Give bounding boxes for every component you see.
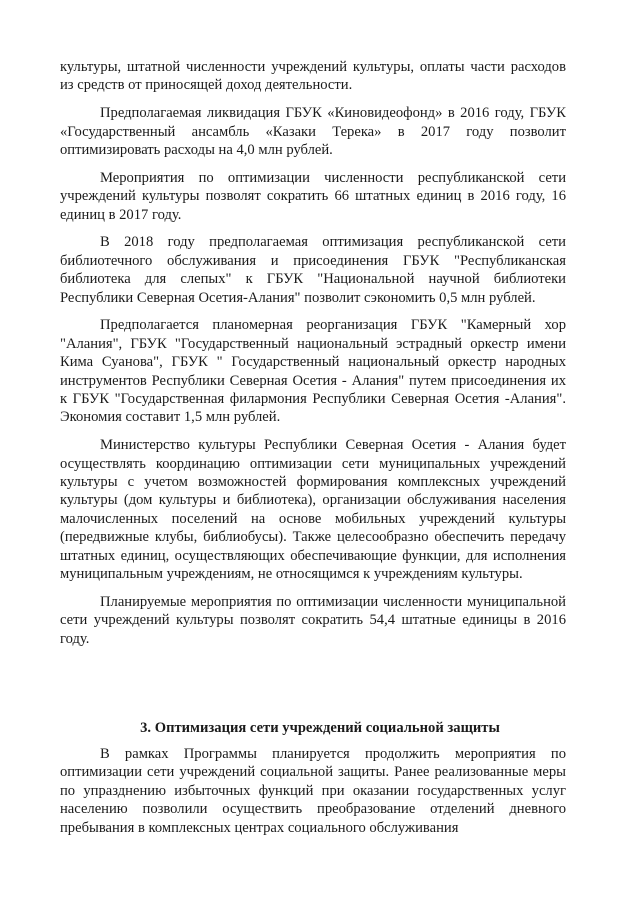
section-body: [60, 745, 566, 837]
paragraph-2: Предполагаемая ликвидация ГБУК «Киновидеофонд» в 2016 году, ГБУК «Государственный ансамбль «Казаки Терека» в 2017 году позволит оптимизировать расходы на 4,0 млн рублей.: [60, 105, 566, 159]
paragraph-3: Мероприятия по оптимизации численности республиканской сети учреждений культуры позволят сократить 66 штатных единиц в 2016 году, 16 единиц в 2017 году.: [60, 169, 566, 223]
paragraph-4: В 2018 году предполагаемая оптимизация республиканской сети библиотечного обслуживания и присоединения ГБУК "Республиканская библиотека для слепых" к ГБУК "Национальной научной библиотеки Республики Северная Осетия-Алания" позволит сэкономить 0,5 млн рублей.: [60, 234, 566, 306]
paragraph-7: Планируемые мероприятия по оптимизации численности муниципальной сети учреждений культуры позволят сократить 54,4 штатные единицы в 2016 году.: [60, 593, 566, 647]
paragraph-6: Министерство культуры Республики Северная Осетия - Алания будет осуществлять координацию оптимизации сети муниципальных учреждений культуры с учетом возможностей формирования комплексных учреждений культуры (дом культуры и библиотека), организации обслуживания населения малочисленных поселений на основе мобильных учреждений культуры (передвижные клубы, библиобусы). Также целесообразно обеспечить передачу штатных единиц, осуществляющих обеспечивающие функции, для исполнения муниципальным учреждениям, не относящимся к учреждениям культуры.: [60, 437, 566, 583]
section-heading: 3. Оптимизация сети учреждений социальной защиты: [140, 720, 500, 736]
paragraph-5: Предполагается планомерная реорганизация ГБУК "Камерный хор "Алания", ГБУК "Государственный национальный эстрадный оркестр имени Кима Суанова", ГБУК " Государственный национальный оркестр народных инструментов Республики Северная Осетия - Алания" путем присоединения их к ГБУК "Государственная филармония Республики Северная Осетия -Алания". Экономия составит 1,5 млн рублей.: [60, 317, 566, 426]
section-paragraph: В рамках Программы планируется продолжить мероприятия по оптимизации сети учреждений социальной защиты. Ранее реализованные меры по упразднению избыточных функций при оказании государственных услуг населению позволили осуществить преобразование отделений дневного пребывания в комплексных центрах социального обслуживания: [60, 746, 566, 836]
paragraph-1: культуры, штатной численности учреждений культуры, оплаты части расходов из средств от приносящей доход деятельности.: [60, 59, 566, 94]
body-text: [60, 58, 566, 648]
